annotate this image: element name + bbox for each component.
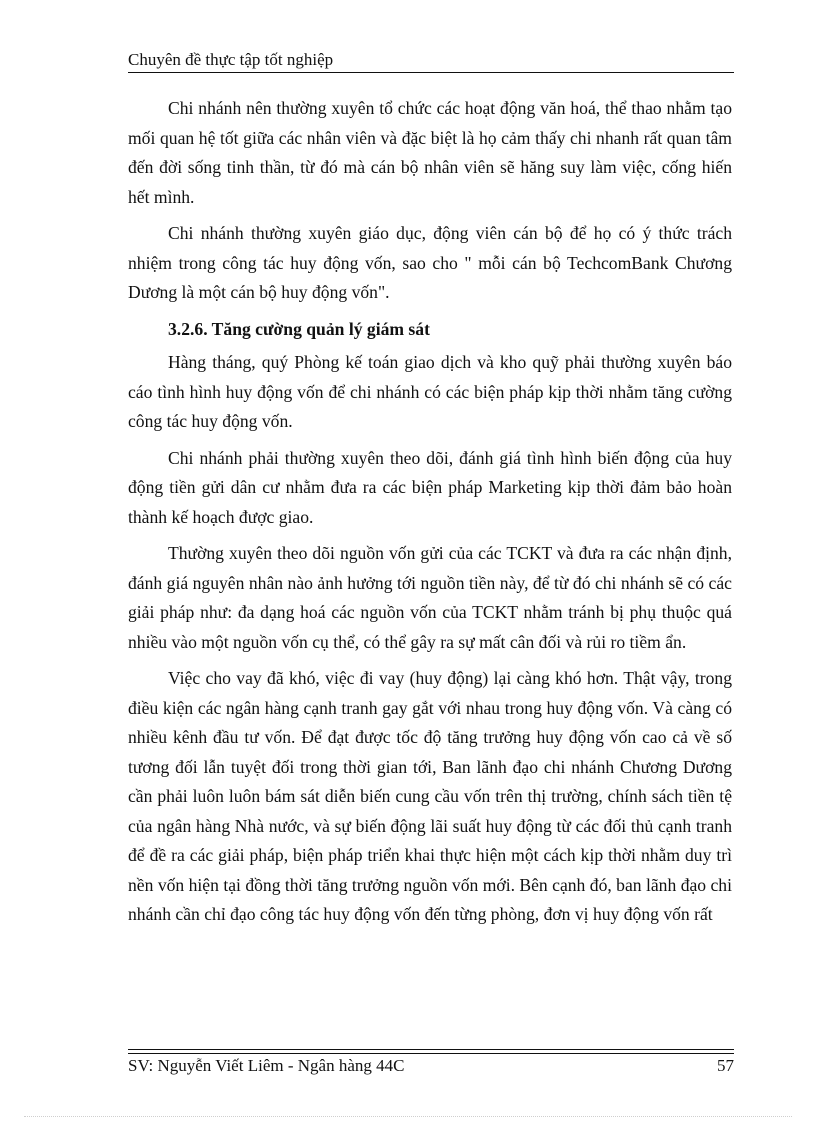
section-heading: 3.2.6. Tăng cường quản lý giám sát (168, 318, 430, 339)
footer-author: SV: Nguyễn Viết Liêm - Ngân hàng 44C (128, 1056, 405, 1075)
document-body (128, 94, 732, 937)
page-header-title: Chuyên đề thực tập tốt nghiệp (128, 50, 334, 69)
paragraph-deposit-monitoring: Chi nhánh phải thường xuyên theo dõi, đánh giá tình hình biến động của huy động tiền gửi dân cư nhằm đưa ra các biện pháp Marketing kịp thời đảm bảo hoàn thành kế hoạch được giao. (128, 447, 732, 527)
page-bottom-edge (24, 1116, 792, 1117)
paragraph-activities: Chi nhánh nên thường xuyên tổ chức các hoạt động văn hoá, thể thao nhằm tạo mối quan hệ tốt giữa các nhân viên và đặc biệt là họ cảm thấy chi nhanh rất quan tâm đến đời sống tinh thần, từ đó mà cán bộ nhân viên sẽ hăng suy làm việc, cống hiến hết mình. (128, 98, 732, 207)
paragraph-education: Chi nhánh thường xuyên giáo dục, động viên cán bộ để họ có ý thức trách nhiệm trong công tác huy động vốn, sao cho " mỗi cán bộ TechcomBank Chương Dương là một cán bộ huy động vốn". (128, 223, 732, 302)
paragraph-monthly-report: Hàng tháng, quý Phòng kế toán giao dịch và kho quỹ phải thường xuyên báo cáo tình hình huy động vốn để chi nhánh có các biện pháp kịp thời nhằm tăng cường công tác huy động vốn. (128, 352, 732, 431)
page-number: 57 (717, 1056, 734, 1075)
header-divider (128, 72, 734, 73)
paragraph-tckt-sources: Thường xuyên theo dõi nguồn vốn gửi của các TCKT và đưa ra các nhận định, đánh giá nguyên nhân nào ảnh hưởng tới nguồn tiền này, để từ đó chi nhánh sẽ có các giải pháp như: đa dạng hoá các nguồn vốn của TCKT nhằm tránh bị phụ thuộc quá nhiều vào một nguồn vốn cụ thể, có thể gây ra sự mất cân đối và rủi ro tiềm ẩn. (128, 543, 732, 652)
paragraph-lending-borrowing: Việc cho vay đã khó, việc đi vay (huy động) lại càng khó hơn. Thật vậy, trong điều kiện các ngân hàng cạnh tranh gay gắt với nhau trong huy động vốn. Và càng có nhiều kênh đầu tư vốn. Để đạt được tốc độ tăng trưởng huy động vốn cao cả về số tương đối lẫn tuyệt đối trong thời gian tới, Ban lãnh đạo chi nhánh Chương Dương cần phải luôn luôn bám sát diễn biến cung cầu vốn trên thị trường, chính sách tiền tệ của ngân hàng Nhà nước, và sự biến động lãi suất huy động từ các đối thủ cạnh tranh để đề ra các giải pháp, biện pháp triển khai thực hiện một cách kịp thời nhằm duy trì nền vốn hiện tại đồng thời tăng trưởng nguồn vốn mới. Bên cạnh đó, ban lãnh đạo chi nhánh cần chỉ đạo công tác huy động vốn đến từng phòng, đơn vị huy động vốn rất (128, 668, 732, 924)
footer-divider-thin (128, 1049, 734, 1050)
footer-divider-thick (128, 1053, 734, 1054)
